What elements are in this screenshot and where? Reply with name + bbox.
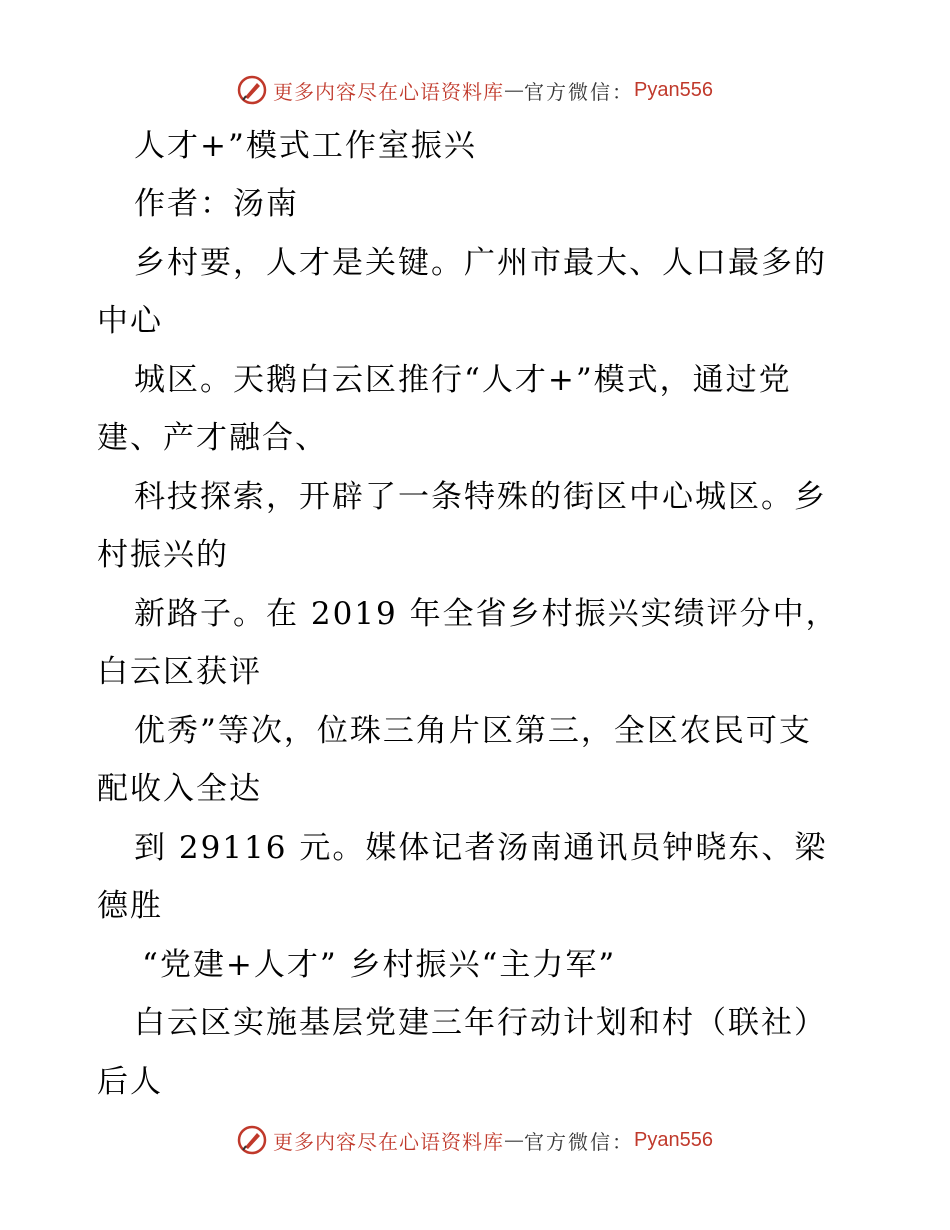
text-line: 建、产才融合、 (97, 420, 328, 456)
watermark-site-text: 更多内容尽在心语资料库 (273, 79, 505, 104)
text-line: 白云区获评 (97, 654, 262, 690)
text-line: 村振兴的 (97, 537, 229, 573)
text-line: 城区。天鹅白云区推行“人才+”模式，通过党 (134, 362, 792, 398)
text-line: 新路子。在 2019 年全省乡村振兴实绩评分中， (134, 596, 839, 632)
text-line: 到 29116 元。媒体记者汤南通讯员钟晓东、梁 (134, 830, 828, 866)
footer-watermark (0, 1120, 950, 1160)
watermark-separator: — (504, 78, 525, 102)
pen-logo-icon (237, 1125, 267, 1155)
watermark-site-text: 更多内容尽在心语资料库 (273, 1129, 505, 1154)
watermark-label: 官方微信： (524, 1129, 635, 1154)
text-line: 白云区实施基层党建三年行动计划和村（联社） (134, 1005, 827, 1041)
text-line: 配收入全达 (97, 771, 262, 807)
text-line: 优秀”等次，位珠三角片区第三，全区农民可支 (134, 713, 812, 749)
text-line: 德胜 (97, 888, 163, 924)
text-line-title: 人才+”模式工作室振兴 (134, 128, 477, 164)
pen-logo-icon (237, 75, 267, 105)
watermark-id: Pyan556 (634, 78, 713, 101)
text-line: 后人 (97, 1064, 163, 1100)
text-line: 科技探索，开辟了一条特殊的街区中心城区。乡 (134, 479, 827, 515)
text-line-subheading: “党建+人才” 乡村振兴“主力军” (142, 947, 617, 983)
text-line: 乡村要，人才是关键。广州市最大、人口最多的 (134, 245, 827, 281)
watermark-label: 官方微信： (524, 79, 635, 104)
text-line-author: 作者：汤南 (134, 186, 299, 222)
watermark-separator: — (504, 1128, 525, 1152)
header-watermark (0, 70, 950, 110)
watermark-id: Pyan556 (634, 1128, 713, 1151)
text-line: 中心 (97, 303, 163, 339)
